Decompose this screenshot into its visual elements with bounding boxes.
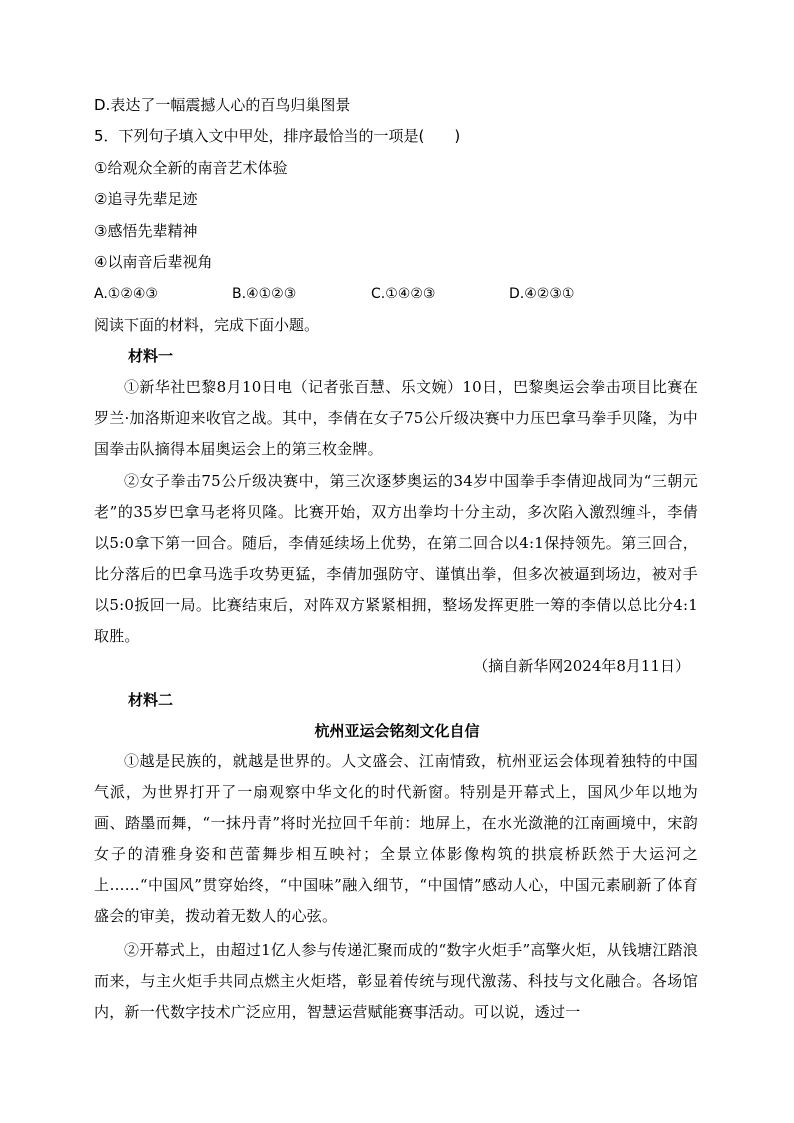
question5-sentence-3: ③感悟先辈精神 bbox=[94, 222, 198, 240]
question5-stem: 5．下列句子填入文中甲处，排序最恰当的一项是( ) bbox=[94, 127, 461, 145]
option-b: B.④①②③ bbox=[232, 286, 297, 302]
material2-paragraph-2: ②开幕式上，由超过1亿人参与传递汇聚而成的“数字火炬手”高擎火炬，从钱塘江踏浪而来，与主火炬手共同点燃主火炬塔，彰显着传统与现代激荡、科技与文化融合。各场馆内，新一代数字技术广泛应用，智慧运营赋能赛事活动。可以说，透过一 bbox=[94, 941, 698, 1021]
material2-paragraph-1: ①越是民族的，就越是世界的。人文盛会、江南情致，杭州亚运会体现着独特的中国气派，为世界打开了一扇观察中华文化的时代新窗。特别是开幕式上，国风少年以地为画、踏墨而舞，“一抹丹青”将时光拉回千年前：地屏上，在水光潋滟的江南画境中，宋韵女子的清雅身姿和芭蕾舞步相互映衬；全景立体影像构筑的拱宸桥跃然于大运河之上……“中国风”贯穿始终，“中国味”融入细节，“中国情”感动人心，中国元素刷新了体育盛会的审美，拨动着无数人的心弦。 bbox=[94, 752, 698, 925]
option-a: A.①②④③ bbox=[94, 286, 158, 302]
material1-paragraph-2: ②女子拳击75公斤级决赛中，第三次逐梦奥运的34岁中国拳手李倩迎战同为“三朝元老”的35岁巴拿马老将贝隆。比赛开始，双方出拳均十分主动，多次陷入激烈缠斗，李倩以5:0拿下第一回合。随后，李倩延续场上优势，在第二回合以4:1保持领先。第三回合，比分落后的巴拿马选手攻势更猛，李倩加强防守、谨慎出拳，但多次被逼到场边，被对手以5:0扳回一局。比赛结束后，对阵双方紧紧相拥，整场发挥更胜一筹的李倩以总比分4:1取胜。 bbox=[94, 472, 698, 645]
question5-sentence-2: ②追寻先辈足迹 bbox=[94, 190, 198, 208]
material2-heading: 材料二 bbox=[128, 691, 174, 709]
option-d: D.④②③① bbox=[509, 286, 575, 302]
reading-instruction: 阅读下面的材料，完成下面小题。 bbox=[94, 316, 320, 334]
material2-title: 杭州亚运会铭刻文化自信 bbox=[314, 722, 480, 740]
material1-heading: 材料一 bbox=[128, 347, 174, 365]
question4-option-d: D.表达了一幅震撼人心的百鸟归巢图景 bbox=[94, 96, 351, 114]
material1-paragraph-1: ①新华社巴黎8月10日电（记者张百慧、乐文婉）10日，巴黎奥运会拳击项目比赛在罗兰·加洛斯迎来收官之战。其中，李倩在女子75公斤级决赛中力压巴拿马拳手贝隆，为中国拳击队摘得本届奥运会上的第三枚金牌。 bbox=[94, 378, 698, 458]
material1-source: （摘自新华网2024年8月11日） bbox=[473, 657, 690, 675]
question5-sentence-4: ④以南音后辈视角 bbox=[94, 253, 213, 271]
question5-sentence-1: ①给观众全新的南音艺术体验 bbox=[94, 159, 288, 177]
option-c: C.①④②③ bbox=[371, 286, 436, 302]
